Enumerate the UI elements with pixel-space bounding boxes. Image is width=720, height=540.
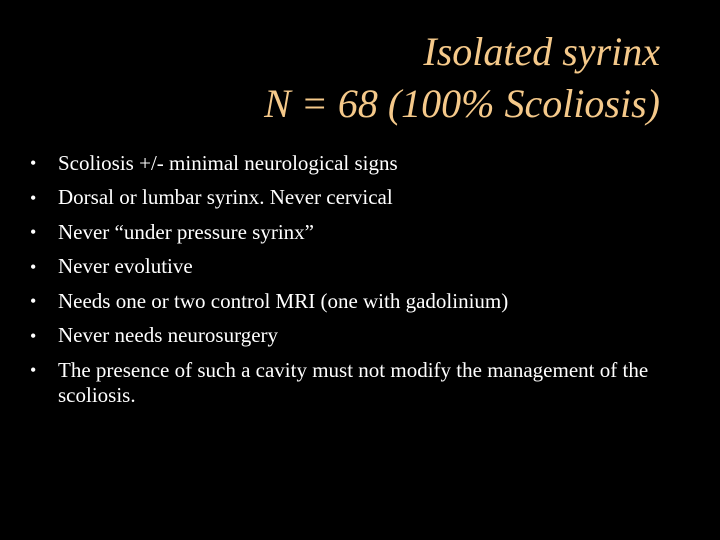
bullet-text-6: Never needs neurosurgery xyxy=(58,323,279,348)
bullet-list xyxy=(30,146,690,413)
bullet-item-3 xyxy=(30,215,690,250)
bullet-icon: • xyxy=(30,325,37,346)
bullet-item-2 xyxy=(30,181,690,216)
bullet-text-1: Scoliosis +/- minimal neurological signs xyxy=(58,150,398,175)
bullet-text-4: Never evolutive xyxy=(58,254,193,279)
bullet-icon: • xyxy=(30,256,37,277)
bullet-icon: • xyxy=(30,187,37,208)
bullet-text-7: The presence of such a cavity must not modify the management of the scoliosis. xyxy=(58,357,649,407)
bullet-item-1 xyxy=(30,146,690,181)
bullet-item-6 xyxy=(30,319,690,354)
bullet-icon: • xyxy=(30,360,37,380)
bullet-icon: • xyxy=(30,222,37,242)
bullet-icon: • xyxy=(30,291,37,311)
bullet-text-3: Never “under pressure syrinx” xyxy=(58,219,314,244)
title-line-2: N = 68 (100% Scoliosis) xyxy=(264,81,660,126)
bullet-item-7 xyxy=(30,353,690,413)
bullet-text-2: Dorsal or lumbar syrinx. Never cervical xyxy=(58,185,393,210)
title-line-1: Isolated syrinx xyxy=(423,29,660,74)
slide-title xyxy=(60,26,660,130)
bullet-icon: • xyxy=(30,153,37,173)
bullet-text-5: Needs one or two control MRI (one with gadolinium) xyxy=(58,288,509,313)
bullet-item-5 xyxy=(30,284,690,319)
bullet-item-4 xyxy=(30,250,690,285)
